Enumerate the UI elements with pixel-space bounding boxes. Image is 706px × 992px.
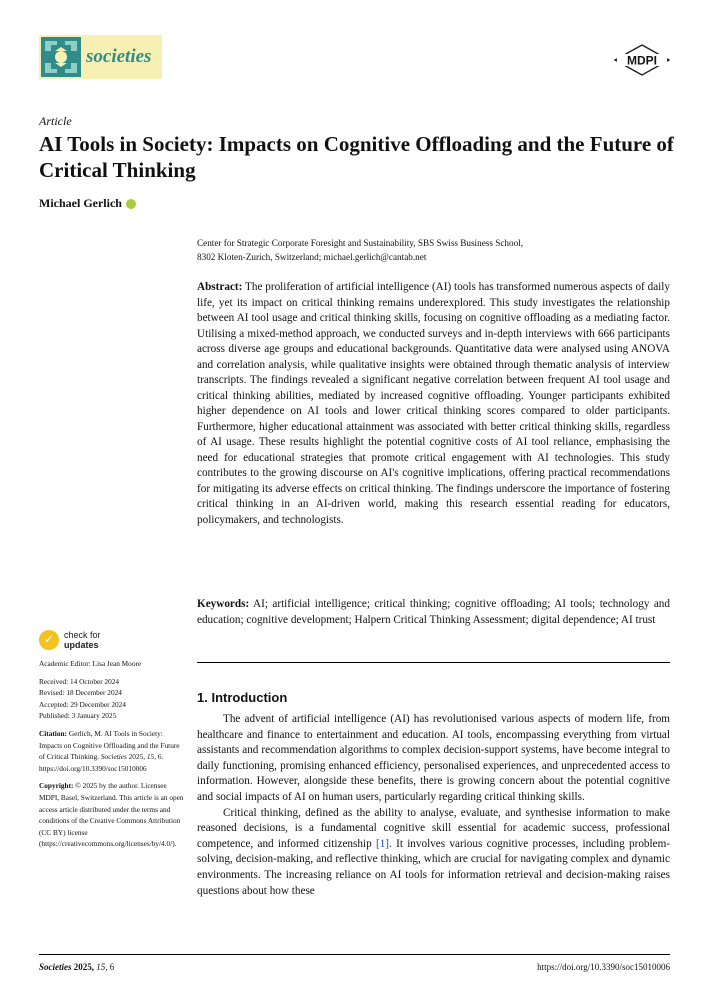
- keywords-label: Keywords:: [197, 598, 250, 610]
- section-divider: [197, 662, 670, 663]
- footer-volume: 15,: [96, 962, 108, 972]
- citation-link[interactable]: [1]: [375, 837, 390, 850]
- footer-journal-ref: [39, 962, 114, 972]
- editor-label: Academic Editor:: [39, 659, 91, 668]
- affiliation: [197, 237, 577, 264]
- abstract: [197, 280, 670, 528]
- intro-p2-part-a: Critical thinking, defined as the ability to analyse, evaluate, and synthesise information to make reasoned decisions, is a fundamental cognitive skill essential for academic success, professional competence, and informed citizenship: [197, 806, 670, 850]
- societies-logo-icon: [41, 37, 81, 77]
- check-updates-line1: check for: [64, 630, 101, 640]
- footer-doi[interactable]: https://doi.org/10.3390/soc15010006: [537, 962, 670, 972]
- sidebar: [39, 630, 184, 856]
- author-line: [39, 196, 136, 211]
- revised-date: 18 December 2024: [66, 688, 122, 698]
- abstract-text: The proliferation of artificial intelligence (AI) tools has transformed numerous aspects of daily life, yet its impact on critical thinking remains underexplored. This study investigates the relationship between AI tool usage and critical thinking skills, focusing on cognitive offloading as a mediating factor. Utilising a mixed-method approach, we conducted surveys and in-depth interviews with 666 participants across diverse age groups and educational backgrounds. Quantitative data were analysed using ANOVA and correlation analysis, while qualitative insights were obtained through thematic analysis of interview transcripts. The findings revealed a significant negative correlation between frequent AI tool usage and critical thinking abilities, mediated by increased cognitive offloading. Younger participants exhibited higher dependence on AI tools and lower critical thinking scores compared to older participants. Furthermore, higher educational attainment was associated with better critical thinking skills, regardless of AI usage. These results highlight the potential cognitive costs of AI tool reliance, emphasising the need for educational strategies that promote critical engagement with AI technologies. This study contributes to the growing discourse on AI's cognitive implications, offering practical recommendations for mitigating its adverse effects on critical thinking. The findings underscore the importance of fostering critical thinking in an AI-driven world, making this research essential reading for educators, policymakers, and technologists.: [197, 281, 670, 526]
- mdpi-logo[interactable]: [613, 44, 671, 76]
- journal-logo[interactable]: [39, 35, 162, 79]
- citation-journal: Societies: [100, 752, 127, 762]
- accepted-date: 29 December 2024: [70, 699, 126, 709]
- check-updates-line2: updates: [64, 640, 99, 650]
- citation: [39, 728, 184, 774]
- citation-volume: 15: [146, 752, 155, 762]
- citation-year: 2025,: [126, 752, 147, 762]
- keywords: [197, 597, 670, 628]
- intro-paragraph-1: The advent of artificial intelligence (AI) has revolutionised various aspects of modern life, from healthcare and finance to entertainment and education. AI tools, encompassing everything from virtual assistants and recommendation algorithms to complex decision-support systems, have become integral to daily functioning, promising enhanced efficiency, personalised experiences, and unprecedented access to information. However, alongside these benefits, there is growing concern about the potential cognitive and social impacts of AI on human users, particularly regarding critical thinking skills.: [197, 713, 670, 803]
- published-date: 3 January 2025: [71, 711, 117, 721]
- citation-doi[interactable]: , 6. https://doi.org/10.3390/soc15010006: [39, 752, 164, 773]
- journal-name: societies: [86, 46, 152, 67]
- copyright-text: © 2025 by the author. Licensee MDPI, Basel, Switzerland. This article is an open access article distributed under the terms and conditions of the Creative Commons Attribution (CC BY) license (https://creativecommons.org/licenses/by/4.0/).: [39, 781, 184, 849]
- affiliation-line-1: Center for Strategic Corporate Foresight and Sustainability, SBS Swiss Business School,: [197, 238, 524, 248]
- citation-label: Citation:: [39, 728, 67, 738]
- citation-text: Gerlich, M. AI Tools in Society: Impacts on Cognitive Offloading and the Future of Critical Thinking.: [39, 728, 180, 762]
- introduction-heading: 1. Introduction: [197, 690, 288, 705]
- copyright: [39, 780, 184, 850]
- dates: [39, 676, 184, 722]
- published-label: Published:: [39, 711, 70, 721]
- footer-journal: Societies: [39, 962, 72, 972]
- editor-name: Lisa Jean Moore: [92, 659, 142, 668]
- check-for-updates[interactable]: [39, 630, 184, 650]
- footer-year: 2025,: [73, 962, 94, 972]
- accepted-label: Accepted:: [39, 699, 69, 709]
- academic-editor: [39, 658, 184, 670]
- abstract-label: Abstract:: [197, 281, 243, 293]
- article-title: AI Tools in Society: Impacts on Cognitive Offloading and the Future of Critical Thinking: [39, 132, 674, 182]
- footer-article: 6: [109, 962, 115, 972]
- revised-label: Revised:: [39, 688, 65, 698]
- received-date: 14 October 2024: [70, 676, 120, 686]
- article-type: Article: [39, 114, 72, 128]
- affiliation-line-2: 8302 Kloten-Zurich, Switzerland; michael.gerlich@cantab.net: [197, 251, 427, 262]
- check-updates-icon: ✓: [39, 630, 59, 650]
- mdpi-logo-text: MDPI: [627, 53, 657, 68]
- copyright-label: Copyright:: [39, 781, 74, 791]
- author-name[interactable]: Michael Gerlich: [39, 196, 122, 210]
- intro-p2-part-b: . It involves various cognitive processes, including problem-solving, decision-making, and reflective thinking, which are crucial for navigating complex and dynamic environments. The increasing reliance on AI tools for information retrieval and decision-making raises questions about how these: [197, 837, 671, 897]
- footer-divider: [39, 954, 670, 955]
- keywords-text: AI; artificial intelligence; critical thinking; cognitive offloading; AI tools; technology and education; cognitive development; Halpern Critical Thinking Assessment; digital dependence; AI trust: [197, 598, 670, 626]
- orcid-icon[interactable]: [126, 199, 136, 209]
- introduction-body: [197, 712, 670, 899]
- received-label: Received:: [39, 676, 69, 686]
- intro-paragraph-2: [197, 806, 670, 900]
